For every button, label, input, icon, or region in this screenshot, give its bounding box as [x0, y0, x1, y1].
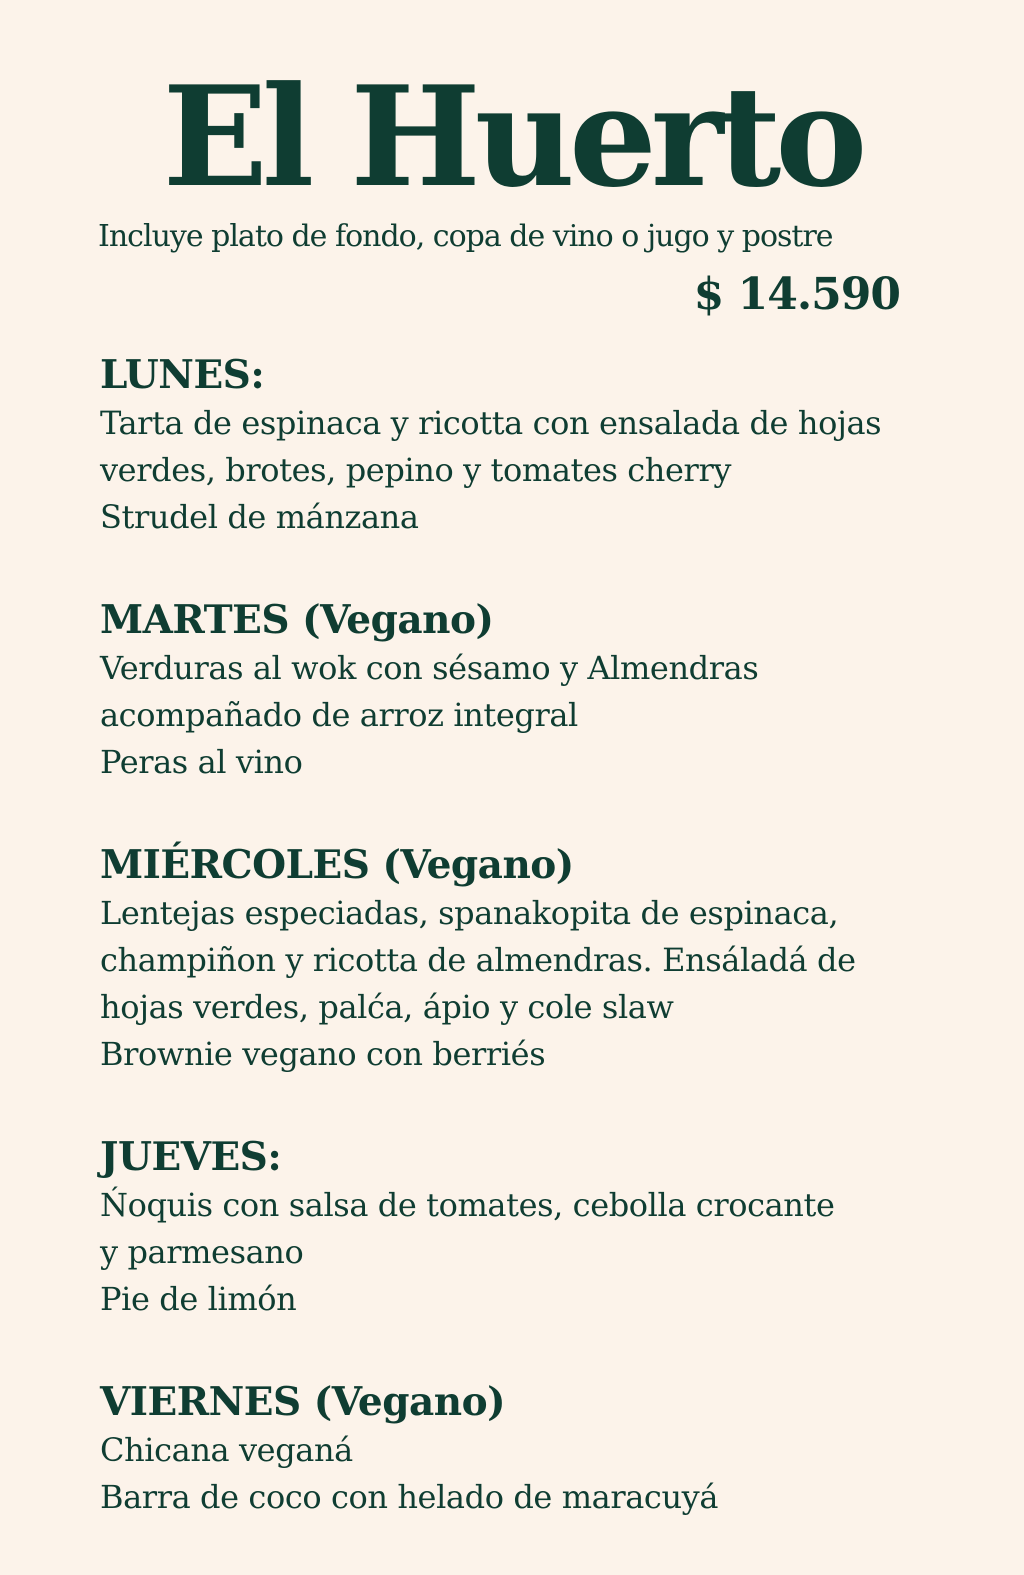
menu-line: Chicana veganá: [100, 1431, 353, 1469]
menu-line: verdes, brotes, pepino y tomates cherry: [100, 451, 732, 489]
menu-line: Tarta de espinaca y ricotta con ensalada de hojas: [100, 404, 882, 442]
day-heading: MIÉRCOLES (Vegano): [100, 842, 574, 888]
restaurant-title: El Huerto: [162, 55, 862, 218]
menu-line: Pie de limón: [100, 1280, 297, 1318]
menu-line: acompañado de arroz integral: [100, 696, 578, 734]
day-section-jueves: [100, 1132, 920, 1323]
menu-line: champiñon y ricotta de almendras. Ensáladá de: [100, 941, 856, 979]
menu-subtitle: Incluye plato de fondo, copa de vino o jugo y postre: [98, 219, 833, 254]
menu-line: hojas verdes, palća, ápio y cole slaw: [100, 988, 674, 1026]
menu-line: Peras al vino: [100, 743, 303, 781]
menu-line: Verduras al wok con sésamo y Almendras: [100, 649, 759, 687]
day-section-lunes: [100, 350, 920, 541]
menu-line: Ńoquis con salsa de tomates, cebolla crocante: [100, 1186, 835, 1224]
day-section-miercoles: [100, 840, 920, 1078]
menu-line: Brownie vegano con berriés: [100, 1035, 546, 1073]
day-heading: MARTES (Vegano): [100, 597, 494, 643]
day-section-viernes: [100, 1377, 920, 1521]
menu-price: $ 14.590: [693, 269, 900, 320]
day-section-martes: [100, 595, 920, 786]
menu-line: y parmesano: [100, 1233, 304, 1271]
weekly-menu: [100, 350, 920, 1575]
menu-line: Strudel de mánzana: [100, 498, 419, 536]
day-heading: JUEVES:: [100, 1134, 282, 1180]
day-heading: LUNES:: [100, 352, 265, 398]
day-heading: VIERNES (Vegano): [100, 1379, 506, 1425]
menu-line: Barra de coco con helado de maracuyá: [100, 1478, 719, 1516]
menu-line: Lentejas especiadas, spanakopita de espinaca,: [100, 894, 839, 932]
